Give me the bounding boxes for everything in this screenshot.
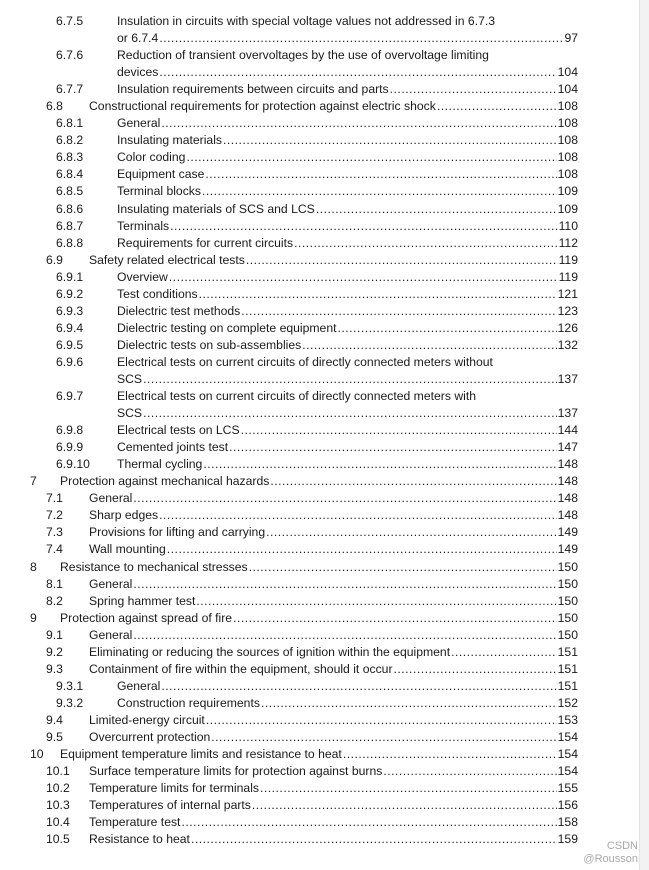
toc-entry[interactable] (0, 218, 649, 235)
dot-leader (261, 695, 557, 712)
section-number: 7.1 (46, 491, 63, 506)
toc-entry[interactable] (0, 354, 649, 388)
page-number: 154 (557, 729, 578, 744)
toc-entry[interactable] (0, 729, 649, 746)
section-number: 6.8.4 (56, 167, 84, 182)
dot-leader (161, 678, 556, 695)
page-number: 108 (557, 99, 578, 114)
page-number: 108 (557, 167, 578, 182)
page-number: 150 (557, 559, 578, 574)
page-number: 104 (557, 65, 578, 80)
section-number: 8.1 (46, 576, 63, 591)
dot-leader (159, 30, 563, 47)
section-title: Equipment temperature limits and resistance to heat (60, 747, 342, 762)
dot-leader (199, 286, 557, 303)
dot-leader (211, 729, 556, 746)
toc-entry[interactable] (0, 439, 649, 456)
section-number: 6.8.5 (56, 184, 84, 199)
page-number: 137 (557, 371, 578, 386)
section-number: 10.2 (46, 781, 70, 796)
toc-entry[interactable] (0, 166, 649, 183)
section-number: 9.4 (46, 712, 63, 727)
toc-entry[interactable] (0, 81, 649, 98)
dot-leader (159, 64, 556, 81)
section-title: Thermal cycling (117, 457, 203, 472)
dot-leader (294, 235, 557, 252)
section-number: 10.3 (46, 798, 70, 813)
section-number: 6.8.6 (56, 201, 84, 216)
section-title: Dielectric tests on sub-assemblies (117, 337, 302, 352)
page-number: 123 (557, 303, 578, 318)
section-number: 6.8.8 (56, 235, 84, 250)
section-title: General (89, 491, 133, 506)
section-number: 10.1 (46, 764, 70, 779)
page-number: 109 (557, 201, 578, 216)
page-number: 148 (557, 474, 578, 489)
section-number: 6.8.7 (56, 218, 84, 233)
section-title: Insulation requirements between circuits and parts (117, 82, 389, 97)
section-number: 6.9.8 (56, 423, 84, 438)
toc-entry[interactable] (0, 201, 649, 218)
dot-leader (186, 149, 556, 166)
section-number: 9.3.1 (56, 678, 84, 693)
section-number: 6.8.1 (56, 116, 84, 131)
page-number: 151 (557, 644, 578, 659)
section-number: 6.9.2 (56, 286, 84, 301)
section-title: Dielectric testing on complete equipment (117, 320, 337, 335)
section-title: Limited-energy circuit (89, 712, 205, 727)
toc-entry[interactable] (0, 473, 649, 490)
dot-leader (202, 183, 557, 200)
toc-entry[interactable] (0, 610, 649, 627)
section-number: 6.9.3 (56, 303, 84, 318)
page-number: 148 (557, 457, 578, 472)
toc-entry[interactable] (0, 337, 649, 354)
toc-entry[interactable] (0, 47, 649, 81)
section-number: 7 (30, 474, 37, 489)
page-number: 150 (557, 593, 578, 608)
toc-entry[interactable] (0, 490, 649, 507)
section-number: 9 (30, 610, 37, 625)
section-title: Protection against mechanical hazards (60, 474, 270, 489)
section-number: 7.4 (46, 542, 63, 557)
section-number: 8.2 (46, 593, 63, 608)
page-number: 158 (557, 815, 578, 830)
page-number: 149 (557, 542, 578, 557)
section-title: Provisions for lifting and carrying (89, 525, 266, 540)
section-number: 9.3.2 (56, 695, 84, 710)
toc-entry[interactable] (0, 780, 649, 797)
dot-leader (266, 524, 557, 541)
toc-entry[interactable] (0, 98, 649, 115)
toc-entry[interactable] (0, 286, 649, 303)
section-title: Equipment case (117, 167, 205, 182)
section-title: Electrical tests on LCS (117, 423, 240, 438)
section-title: Constructional requirements for protection against electric shock (89, 99, 436, 114)
section-title: Electrical tests on current circuits of directly connected meters with (117, 389, 476, 404)
page-number: 150 (557, 576, 578, 591)
dot-leader (437, 98, 557, 115)
dot-leader (394, 661, 557, 678)
dot-leader (170, 218, 557, 235)
dot-leader (451, 644, 557, 661)
section-number: 7.3 (46, 525, 63, 540)
page-number: 104 (557, 82, 578, 97)
page-number: 155 (557, 781, 578, 796)
toc-entry[interactable] (0, 644, 649, 661)
page-number: 119 (558, 269, 578, 284)
dot-leader (316, 201, 557, 218)
toc-entry[interactable] (0, 576, 649, 593)
toc-entry[interactable] (0, 269, 649, 286)
section-number: 6.9.4 (56, 320, 84, 335)
section-number: 6.9 (46, 252, 63, 267)
dot-leader (223, 132, 557, 149)
section-title: Resistance to mechanical stresses (60, 559, 248, 574)
section-number: 9.3 (46, 661, 63, 676)
section-title-continued: SCS (117, 406, 143, 421)
toc-entry[interactable] (0, 661, 649, 678)
section-title: Construction requirements (117, 695, 260, 710)
dot-leader (241, 303, 556, 320)
section-title: Insulating materials of SCS and LCS (117, 201, 315, 216)
section-title: Protection against spread of fire (60, 610, 233, 625)
dot-leader (191, 831, 557, 848)
toc-entry[interactable] (0, 763, 649, 780)
section-title: General (89, 627, 133, 642)
dot-leader (133, 627, 556, 644)
toc-entry[interactable] (0, 422, 649, 439)
section-number: 9.2 (46, 644, 63, 659)
section-title: Sharp edges (89, 508, 159, 523)
dot-leader (233, 610, 557, 627)
page-number: 154 (557, 764, 578, 779)
dot-leader (159, 507, 557, 524)
toc-entry[interactable] (0, 320, 649, 337)
section-title: Temperature limits for terminals (89, 781, 259, 796)
page-number: 148 (557, 508, 578, 523)
section-title: General (89, 576, 133, 591)
page-number: 108 (557, 150, 578, 165)
dot-leader (383, 763, 556, 780)
watermark: CSDN @Rousson (583, 840, 638, 865)
toc-entry[interactable] (0, 115, 649, 132)
dot-leader (260, 780, 557, 797)
toc-entry[interactable] (0, 303, 649, 320)
toc-entry[interactable] (0, 13, 649, 47)
section-number: 6.7.5 (56, 14, 84, 28)
table-of-contents (0, 13, 649, 848)
section-number: 6.9.9 (56, 440, 84, 455)
toc-entry[interactable] (0, 695, 649, 712)
page-number: 109 (557, 184, 578, 199)
dot-leader (390, 81, 557, 98)
page-number: 151 (557, 678, 578, 693)
toc-entry[interactable] (0, 388, 649, 422)
section-title: Electrical tests on current circuits of directly connected meters without (117, 354, 493, 369)
toc-entry[interactable] (0, 524, 649, 541)
section-number: 6.7.6 (56, 48, 84, 63)
toc-entry[interactable] (0, 235, 649, 252)
toc-entry[interactable] (0, 252, 649, 269)
dot-leader (203, 456, 556, 473)
toc-entry[interactable] (0, 831, 649, 848)
page-number: 126 (557, 320, 578, 335)
dot-leader (343, 746, 557, 763)
page-number: 151 (557, 661, 578, 676)
toc-entry[interactable] (0, 627, 649, 644)
section-number: 6.9.7 (56, 389, 84, 404)
toc-entry[interactable] (0, 797, 649, 814)
dot-leader (270, 473, 556, 490)
toc-entry[interactable] (0, 456, 649, 473)
dot-leader (302, 337, 556, 354)
section-title: Surface temperature limits for protection against burns (89, 764, 383, 779)
section-title: Cemented joints test (117, 440, 229, 455)
section-number: 8 (30, 559, 37, 574)
page-number: 121 (557, 286, 578, 301)
page-number: 97 (564, 31, 578, 46)
page-number: 150 (557, 627, 578, 642)
toc-entry[interactable] (0, 746, 649, 763)
page-number: 152 (557, 695, 578, 710)
dot-leader (161, 115, 556, 132)
section-title: Insulating materials (117, 133, 222, 148)
dot-leader (196, 593, 556, 610)
section-number: 6.7.7 (56, 82, 84, 97)
section-number: 9.5 (46, 729, 63, 744)
page-number: 119 (558, 252, 578, 267)
page-number: 154 (557, 747, 578, 762)
dot-leader (167, 541, 557, 558)
dot-leader (169, 269, 558, 286)
toc-entry[interactable] (0, 712, 649, 729)
section-title: Safety related electrical tests (89, 252, 245, 267)
page-number: 149 (557, 525, 578, 540)
toc-entry[interactable] (0, 149, 649, 166)
dot-leader (249, 559, 557, 576)
dot-leader (205, 166, 556, 183)
dot-leader (133, 490, 556, 507)
section-title: Overcurrent protection (89, 729, 211, 744)
section-title: Wall mounting (89, 542, 166, 557)
toc-entry[interactable] (0, 507, 649, 524)
section-title: Resistance to heat (89, 832, 190, 847)
section-title: Color coding (117, 150, 186, 165)
section-title-continued: devices (117, 65, 159, 80)
page-number: 108 (557, 133, 578, 148)
toc-entry[interactable] (0, 541, 649, 558)
section-number: 9.1 (46, 627, 63, 642)
section-title: General (117, 678, 161, 693)
section-title: Overview (117, 269, 168, 284)
page-number: 108 (557, 116, 578, 131)
section-number: 6.9.10 (56, 457, 90, 472)
page-number: 144 (557, 423, 578, 438)
dot-leader (241, 422, 557, 439)
section-title-continued: or 6.7.4 (117, 31, 159, 46)
page-number: 156 (557, 798, 578, 813)
toc-entry[interactable] (0, 183, 649, 200)
section-title: Reduction of transient overvoltages by the use of overvoltage limiting (117, 48, 489, 63)
page-number: 132 (557, 337, 578, 352)
section-number: 6.9.5 (56, 337, 84, 352)
section-title: Terminal blocks (117, 184, 201, 199)
section-title: Insulation in circuits with special voltage values not addressed in 6.7.3 (117, 14, 496, 28)
dot-leader (206, 712, 557, 729)
dot-leader (252, 797, 557, 814)
section-title: Requirements for current circuits (117, 235, 294, 250)
dot-leader (246, 252, 558, 269)
section-title: Containment of fire within the equipment, should it occur (89, 661, 393, 676)
dot-leader (181, 814, 556, 831)
section-number: 10 (30, 747, 44, 762)
dot-leader (143, 405, 557, 422)
toc-entry[interactable] (0, 559, 649, 576)
page-number: 147 (557, 440, 578, 455)
dot-leader (338, 320, 557, 337)
section-number: 7.2 (46, 508, 63, 523)
page-number: 137 (557, 406, 578, 421)
page-number: 153 (557, 712, 578, 727)
section-number: 10.4 (46, 815, 70, 830)
dot-leader (229, 439, 557, 456)
toc-entry[interactable] (0, 814, 649, 831)
section-title: Spring hammer test (89, 593, 196, 608)
section-title: Temperatures of internal parts (89, 798, 251, 813)
toc-entry[interactable] (0, 132, 649, 149)
section-title-continued: SCS (117, 371, 143, 386)
dot-leader (143, 371, 557, 388)
toc-entry[interactable] (0, 593, 649, 610)
page-number: 112 (558, 235, 578, 250)
section-title: Temperature test (89, 815, 181, 830)
dot-leader (133, 576, 556, 593)
section-number: 6.8 (46, 99, 63, 114)
section-title: Terminals (117, 218, 170, 233)
section-number: 10.5 (46, 832, 70, 847)
page-number: 150 (557, 610, 578, 625)
section-number: 6.9.6 (56, 354, 84, 369)
section-title: General (117, 116, 161, 131)
page-number: 110 (558, 218, 578, 233)
section-title: Eliminating or reducing the sources of ignition within the equipment (89, 644, 451, 659)
section-number: 6.9.1 (56, 269, 84, 284)
page-number: 159 (557, 832, 578, 847)
section-title: Test conditions (117, 286, 198, 301)
section-title: Dielectric test methods (117, 303, 241, 318)
section-number: 6.8.2 (56, 133, 84, 148)
section-number: 6.8.3 (56, 150, 84, 165)
toc-entry[interactable] (0, 678, 649, 695)
page-number: 148 (557, 491, 578, 506)
